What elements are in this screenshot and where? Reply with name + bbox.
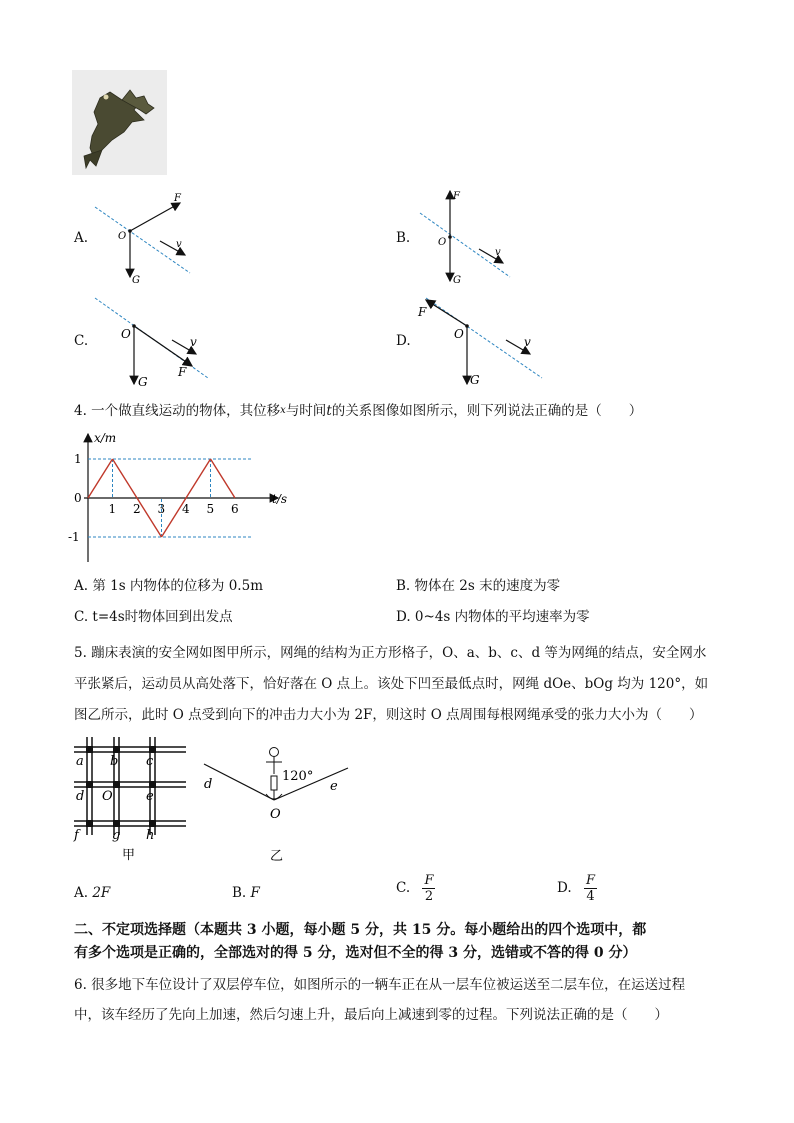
q4-stem-b: 与时间 [285, 403, 327, 419]
grid-label-b: b [110, 754, 119, 769]
q4-option-b: B. 物体在 2s 末的速度为零 [396, 578, 561, 594]
grid-label-e: e [146, 789, 154, 804]
x-tick-label: 5 [206, 502, 215, 516]
fig2-angle-label: 120° [282, 769, 314, 784]
q3-option-b-letter: B. [396, 230, 411, 246]
q3-option-c-letter: C. [74, 333, 89, 349]
x-tick-label: 2 [133, 502, 141, 516]
q4-stem-a: 4. 一个做直线运动的物体，其位移 [74, 403, 281, 419]
grid-label-d: d [76, 789, 85, 804]
q3b-velocity-label: v [495, 247, 501, 258]
q3a-force-label: F [174, 193, 181, 204]
section2-line2: 有多个选项是正确的，全部选对的得 5 分，选对但不全的得 3 分，选错或不答的得 0 分） [74, 945, 637, 961]
q3-diagram-b [415, 185, 525, 285]
fig2-caption: 乙 [270, 849, 284, 864]
q3-diagram-a [90, 185, 210, 285]
q4-option-d: D. 0~4s 内物体的平均速率为零 [396, 609, 590, 625]
series-segment [88, 459, 113, 498]
fig1-caption: 甲 [122, 848, 136, 863]
grid-label-h: h [146, 828, 155, 843]
q5-option-b: B. F [232, 885, 260, 901]
q5-net-figure [200, 742, 360, 867]
q3c-velocity-label: v [190, 335, 197, 349]
q3-option-d-letter: D. [396, 333, 411, 349]
q3c-gravity-label: G [138, 375, 148, 389]
fig2-left-label: d [204, 777, 213, 792]
x-tick-label: 4 [182, 502, 190, 516]
q3-diagram-d [414, 290, 549, 390]
section2-line1: 二、不定项选择题（本题共 3 小题，每小题 5 分，共 15 分。每小题给出的四个选项中，都 [74, 922, 647, 938]
fig2-bottom-label: O [270, 807, 281, 822]
q3-option-a-letter: A. [74, 230, 89, 246]
q6-line2: 中，该车经历了先向上加速，然后匀速上升，最后向上减速到零的过程。下列说法正确的是（ ） [74, 1007, 668, 1023]
q3-diagram-c [90, 290, 215, 390]
q5-net-grid [70, 735, 190, 865]
grid-label-O: O [102, 789, 113, 804]
q3a-gravity-label: G [132, 275, 140, 285]
q3b-point-label: O [438, 237, 447, 248]
y-axis-label: x/m [94, 431, 117, 445]
q5-line3: 图乙所示，此时 O 点受到向下的冲击力大小为 2F，则这时 O 点周围每根网绳承受的张力大小为（ ） [74, 707, 703, 723]
eagle-photo [72, 70, 167, 175]
q3a-velocity-label: v [176, 239, 182, 250]
q3d-force-label: F [418, 305, 427, 319]
q3c-point-label: O [121, 327, 131, 341]
y-tick-label: -1 [68, 530, 80, 544]
q5-option-d: D. $\frac{F}{4}$ [557, 873, 595, 904]
q4-xt-chart [66, 428, 306, 568]
series-segment [113, 459, 138, 498]
q4-option-a: A. 第 1s 内物体的位移为 0.5m [74, 578, 263, 594]
q3d-point-label: O [454, 327, 464, 341]
q3d-gravity-label: G [470, 373, 480, 387]
q6-line1: 6. 很多地下车位设计了双层停车位，如图所示的一辆车正在从一层车位被运送至二层车位，在运送过程 [74, 977, 686, 993]
x-axis-label: t/s [272, 492, 288, 506]
grid-label-a: a [76, 754, 84, 769]
q5-option-c: C. $\frac{F}{2}$ [396, 873, 434, 904]
q5-line2: 平张紧后，运动员从高处落下，恰好落在 O 点上。该处下凹至最低点时，网绳 dOe、bOg 均为 120°，如 [74, 676, 709, 692]
y-tick-label: 0 [74, 491, 82, 505]
q4-stem-t: t [326, 403, 332, 419]
q4-option-c: C. t=4s时物体回到出发点 [74, 609, 233, 625]
x-tick-label: 6 [231, 502, 239, 516]
q3a-point-label: O [118, 231, 127, 242]
grid-label-f: f [74, 828, 79, 843]
q5-line1: 5. 蹦床表演的安全网如图甲所示，网绳的结构为正方形格子，O、a、b、c、d 等为网绳的结点，安全网水 [74, 645, 707, 661]
q3c-force-label: F [178, 365, 187, 379]
q3b-gravity-label: G [453, 275, 461, 285]
y-tick-label: 1 [74, 452, 82, 466]
x-tick-label: 3 [157, 502, 166, 516]
x-tick-label: 1 [108, 502, 117, 516]
q4-stem-x: x [280, 405, 286, 416]
series-segment [186, 459, 211, 498]
grid-label-g: g [112, 828, 121, 843]
q3d-velocity-label: v [524, 335, 531, 349]
q3b-force-label: F [453, 191, 460, 202]
fig2-right-label: e [330, 779, 338, 794]
q5-option-a: A. 2F [74, 885, 111, 901]
series-segment [211, 459, 236, 498]
grid-label-c: c [146, 754, 154, 769]
q4-stem-c: 的关系图像如图所示，则下列说法正确的是（ ） [331, 403, 643, 419]
q4-stem [74, 399, 642, 419]
